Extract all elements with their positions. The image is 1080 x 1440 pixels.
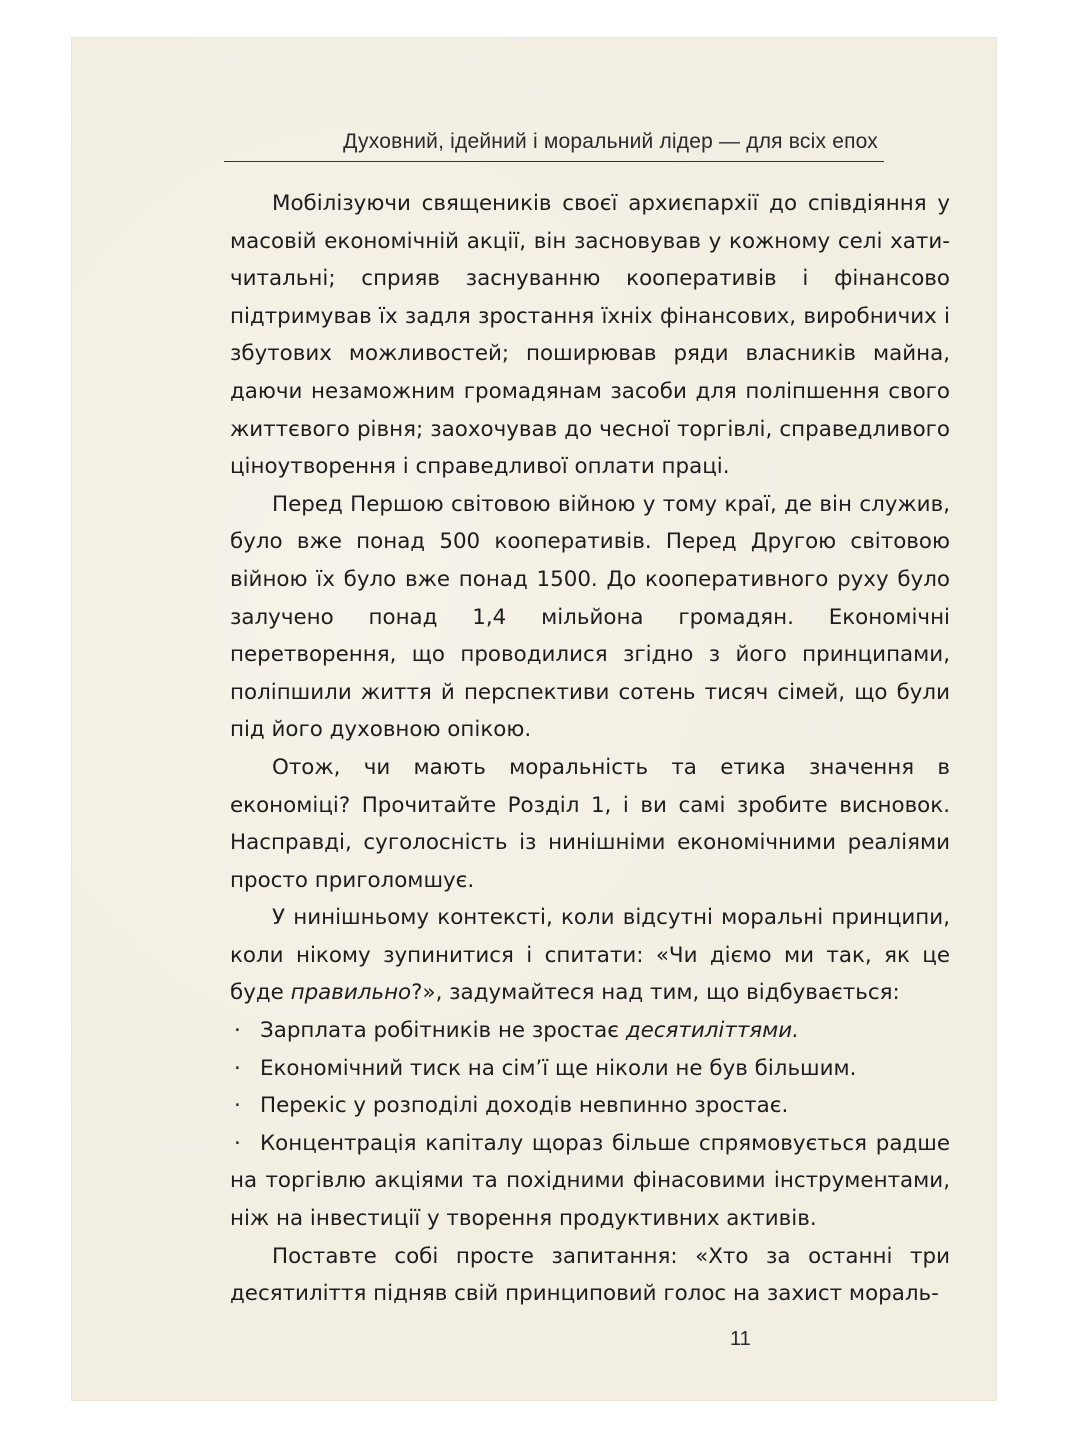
final-paragraph: Поставте собі просте запитання: «Хто за останні три десятиліття підняв свій принциповий голос на захист мораль-	[230, 1243, 950, 1307]
running-head: Духовний, ідейний і моральний лідер — для всіх епох	[343, 130, 878, 153]
bullet-dot: ·	[234, 1018, 241, 1044]
paragraph-3: Отож, чи мають моральність та етика значення в економіці? Прочитайте Розділ 1, і ви самі зробите висновок. Насправді, суголосність із нинішніми економічними реаліями просто приголомшує.	[230, 754, 950, 893]
list-item	[230, 1087, 950, 1125]
page-number: 11	[730, 1328, 751, 1350]
list-item	[230, 1125, 950, 1238]
bullet-dot: ·	[234, 1130, 241, 1156]
bullet-text: Перекіс у розподілі доходів невпинно зростає.	[260, 1093, 789, 1119]
bullet-dot: ·	[234, 1093, 241, 1119]
book-page	[72, 38, 996, 1400]
paragraph-4	[230, 899, 950, 1012]
body-text	[230, 178, 950, 1313]
bullet-text: Економічний тиск на сім’ї ще ніколи не був більшим.	[260, 1055, 857, 1081]
bullet-italic: десятиліттями.	[625, 1018, 799, 1044]
list-item	[230, 1012, 950, 1050]
paragraph-4-text: У нинішньому контексті, коли відсутні моральні принципи, коли нікому зупинитися і спитати: «Чи діємо ми так, як це буде	[230, 905, 950, 1006]
bullet-list	[230, 1012, 950, 1238]
paragraph-4-italic: правильно	[290, 980, 412, 1006]
bullet-text: Зарплата робітників не зростає	[260, 1018, 626, 1044]
header-rule	[224, 161, 884, 162]
bullet-dot: ·	[234, 1055, 241, 1081]
paragraph-2: Перед Першою світовою війною у тому краї, де він служив, було вже понад 500 кооперативів. Перед Другою світовою війною їх було вже понад 1500. До кооперативного руху було залучено понад 1,4 мільйона громадян. Економічні перетворення, що проводилися згідно з його принципами, поліпшили життя й перспективи сотень тисяч сімей, що були під його духовною опікою.	[230, 491, 950, 743]
paragraph-4-tail: ?», задумайтеся над тим, що відбувається:	[411, 980, 900, 1006]
paragraph-1: Мобілізуючи священиків своєї архиєпархії до співдіяння у масовій економічній акції, він засновував у кожному селі хати-читальні; сприяв заснуванню кооперативів і фінансово підтримував їх задля зростання їхніх фінансових, виробничих і збутових можливостей; поширював ряди власників майна, даючи незаможним громадянам засоби для поліпшення свого життєвого рівня; заохочував до чесної торгівлі, справедливого ціноутворення і справедливої оплати праці.	[230, 191, 950, 480]
list-item	[230, 1050, 950, 1088]
bullet-text: Концентрація капіталу щораз більше спрямовується радше на торгівлю акціями та похідними фінасовими інструментами, ніж на інвестиції у творення продуктивних активів.	[230, 1130, 950, 1232]
